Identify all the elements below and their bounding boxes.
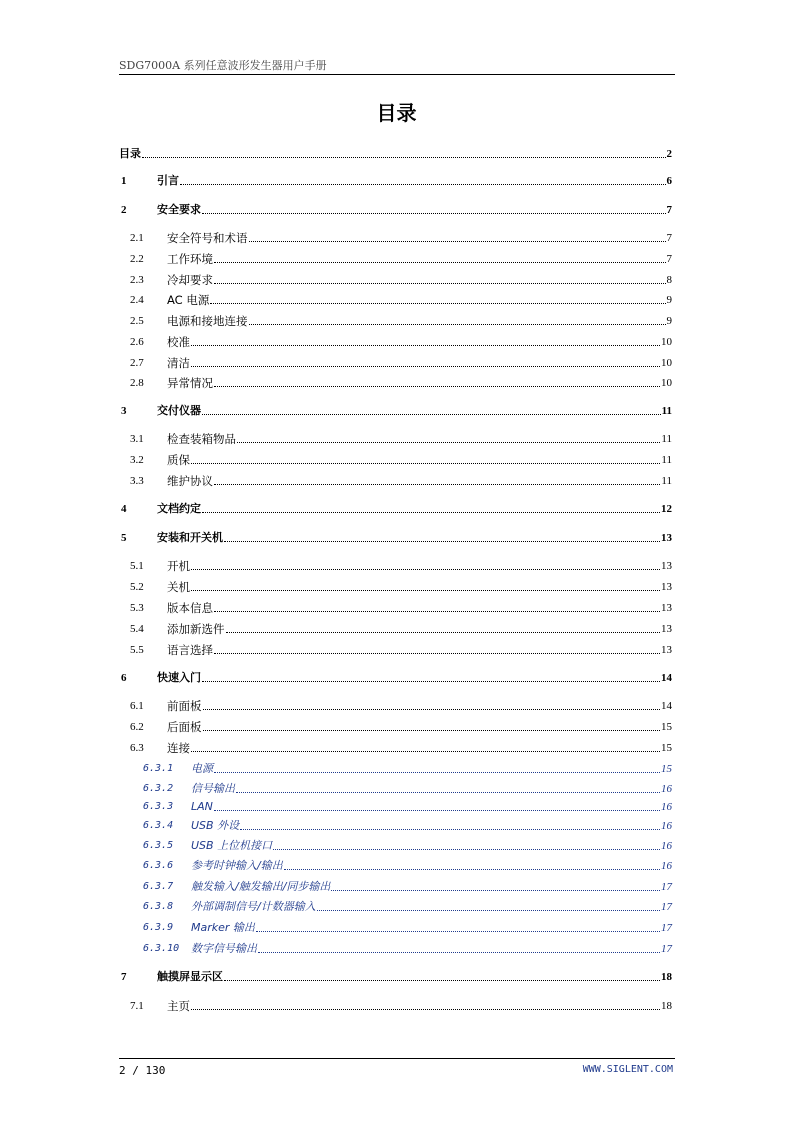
toc-entry-number: 6.3.1 <box>143 763 174 774</box>
toc-entry-number: 6.1 <box>130 700 144 712</box>
toc-entry-label: 电源 <box>191 762 213 775</box>
toc-entry-page: 10 <box>661 377 672 389</box>
toc-entry-label: 外部调制信号/计数器输入 <box>191 900 316 913</box>
toc-entry-label: 后面板 <box>167 720 202 734</box>
toc-entry-number: 5.5 <box>130 644 144 656</box>
toc-entry-page: 16 <box>661 820 672 832</box>
toc-leader-dots <box>191 1008 660 1010</box>
toc-entry-page: 16 <box>661 840 672 852</box>
toc-leader-dots <box>214 610 660 612</box>
toc-entry[interactable] <box>119 968 672 984</box>
toc-leader-dots <box>180 183 666 185</box>
toc-entry-page: 14 <box>661 700 672 712</box>
toc-entry[interactable] <box>119 817 672 833</box>
toc-entry-number: 1 <box>121 175 127 187</box>
toc-entry-label: 添加新选件 <box>167 622 225 636</box>
toc-entry-label: 清洁 <box>167 356 190 370</box>
toc-leader-dots <box>249 240 666 242</box>
toc-entry[interactable] <box>119 201 672 217</box>
toc-leader-dots <box>202 680 660 682</box>
toc-leader-dots <box>203 729 661 731</box>
toc-leader-dots <box>214 771 660 773</box>
toc-entry-number: 2 <box>121 204 127 216</box>
toc-leader-dots <box>202 511 660 513</box>
toc-entry[interactable] <box>119 599 672 615</box>
toc-entry-page: 10 <box>661 336 672 348</box>
toc-entry-number: 3.2 <box>130 454 144 466</box>
toc-leader-dots <box>191 568 660 570</box>
toc-entry-page: 6 <box>666 175 672 187</box>
toc-entry-label: 连接 <box>167 741 190 755</box>
toc-entry-label: 异常情况 <box>167 376 213 390</box>
toc-entry[interactable] <box>119 472 672 488</box>
toc-entry-label: 维护协议 <box>167 474 213 488</box>
toc-entry-page: 9 <box>666 315 672 327</box>
toc-entry-page: 12 <box>661 503 672 515</box>
toc-entry-page: 15 <box>661 763 672 775</box>
toc-entry-page: 11 <box>661 433 672 445</box>
toc-entry-label: 版本信息 <box>167 601 213 615</box>
page-number: 2 / 130 <box>119 1064 166 1077</box>
toc-leader-dots <box>226 631 661 633</box>
toc-entry-number: 3 <box>121 405 127 417</box>
toc-entry[interactable] <box>119 997 672 1013</box>
toc-leader-dots <box>331 889 660 891</box>
toc-leader-dots <box>191 750 660 752</box>
toc-entry-number: 6.3.4 <box>143 820 174 831</box>
toc-entry-number: 6.3.5 <box>143 840 174 851</box>
toc-entry[interactable] <box>119 291 672 307</box>
toc-entry[interactable] <box>119 312 672 328</box>
toc-entry-label: 工作环境 <box>167 252 213 266</box>
toc-entry-label: 电源和接地连接 <box>167 314 248 328</box>
toc-entry-label: 交付仪器 <box>157 404 201 417</box>
toc-entry-page: 15 <box>661 742 672 754</box>
toc-entry[interactable] <box>119 402 672 418</box>
toc-leader-dots <box>203 708 661 710</box>
toc-entry-label: 检查装箱物品 <box>167 432 236 446</box>
page-title: 目录 <box>376 101 417 125</box>
header-text: SDG7000A 系列任意波形发生器用户手册 <box>119 59 327 72</box>
toc-entry-label: 开机 <box>167 559 190 573</box>
toc-entry[interactable] <box>119 878 672 894</box>
toc-entry-label: 语言选择 <box>167 643 213 657</box>
toc-entry-label: AC 电源 <box>167 293 210 307</box>
toc-entry-number: 6.3.8 <box>143 901 174 912</box>
toc-leader-dots <box>191 462 660 464</box>
toc-entry-label: 信号输出 <box>191 782 235 795</box>
toc-entry-number: 2.4 <box>130 294 144 306</box>
toc-leader-dots <box>202 212 666 214</box>
toc-entry-page: 8 <box>666 274 672 286</box>
toc-entry-number: 2.1 <box>130 232 144 244</box>
toc-entry[interactable] <box>119 451 672 467</box>
toc-leader-dots <box>249 323 666 325</box>
toc-entry[interactable] <box>119 919 672 935</box>
toc-entry-page: 11 <box>661 454 672 466</box>
toc-entry-number: 3.3 <box>130 475 144 487</box>
toc-entry-label: 安全符号和术语 <box>167 231 248 245</box>
toc-entry-number: 5 <box>121 532 127 544</box>
toc-entry-label: USB 外设 <box>191 819 240 832</box>
toc-entry-number: 6.2 <box>130 721 144 733</box>
toc-leader-dots <box>237 441 660 443</box>
toc-entry[interactable] <box>119 250 672 266</box>
toc-entry[interactable] <box>119 857 672 873</box>
toc-entry[interactable] <box>119 529 672 545</box>
toc-entry-number: 6.3.2 <box>143 783 174 794</box>
toc-leader-dots <box>236 791 660 793</box>
toc-entry-number: 2.5 <box>130 315 144 327</box>
toc-entry-number: 6.3.10 <box>143 943 180 954</box>
toc-entry-number: 2.6 <box>130 336 144 348</box>
toc-entry-page: 13 <box>661 644 672 656</box>
toc-entry[interactable] <box>119 500 672 516</box>
toc-entry[interactable] <box>119 718 672 734</box>
toc-entry-number: 4 <box>121 503 127 515</box>
toc-entry[interactable] <box>119 837 672 853</box>
toc-entry-page: 13 <box>661 581 672 593</box>
toc-leader-dots <box>317 909 660 911</box>
toc-entry-page: 10 <box>661 357 672 369</box>
toc-entry-label: 触发输入/触发输出/同步输出 <box>191 880 331 893</box>
toc-entry[interactable] <box>119 898 672 914</box>
toc-entry-label: Marker 输出 <box>191 921 255 934</box>
website-link[interactable]: WWW.SIGLENT.COM <box>582 1064 673 1075</box>
toc-entry-page: 16 <box>661 783 672 795</box>
toc-entry[interactable] <box>119 145 672 161</box>
toc-entry[interactable] <box>119 620 672 636</box>
toc-entry-label: 安装和开关机 <box>157 531 223 544</box>
toc-leader-dots <box>214 483 660 485</box>
toc-leader-dots <box>224 979 660 981</box>
toc-entry-label: 触摸屏显示区 <box>157 970 223 983</box>
toc-leader-dots <box>191 589 660 591</box>
toc-entry-label: 前面板 <box>167 699 202 713</box>
toc-entry[interactable] <box>119 641 672 657</box>
toc-entry[interactable] <box>119 229 672 245</box>
toc-entry-number: 2.7 <box>130 357 144 369</box>
toc-leader-dots <box>191 365 660 367</box>
toc-entry-label: 快速入门 <box>157 671 201 684</box>
toc-entry[interactable] <box>119 578 672 594</box>
toc-entry-page: 18 <box>661 1000 672 1012</box>
toc-leader-dots <box>214 385 660 387</box>
toc-entry-number: 3.1 <box>130 433 144 445</box>
toc-entry[interactable] <box>119 739 672 755</box>
toc-entry-page: 17 <box>661 922 672 934</box>
toc-leader-dots <box>202 413 661 415</box>
toc-entry[interactable] <box>119 780 672 796</box>
page-header <box>119 56 675 75</box>
toc-entry-page: 13 <box>661 623 672 635</box>
toc-entry-label: 文档约定 <box>157 502 201 515</box>
toc-entry[interactable] <box>119 760 672 776</box>
toc-entry-number: 6.3.9 <box>143 922 174 933</box>
toc-entry-page: 7 <box>666 204 672 216</box>
toc-entry[interactable] <box>119 557 672 573</box>
toc-entry[interactable] <box>119 430 672 446</box>
toc-entry-label: 目录 <box>119 147 141 160</box>
toc-entry-label: USB 上位机接口 <box>191 839 273 852</box>
toc-entry-page: 7 <box>666 232 672 244</box>
toc-entry-page: 16 <box>661 801 672 813</box>
toc-entry-page: 16 <box>661 860 672 872</box>
toc-entry-page: 7 <box>666 253 672 265</box>
toc-entry-number: 5.2 <box>130 581 144 593</box>
toc-entry-number: 6 <box>121 672 127 684</box>
toc-entry-label: 参考时钟输入/输出 <box>191 859 283 872</box>
toc-entry-number: 7.1 <box>130 1000 144 1012</box>
toc-entry-page: 17 <box>661 901 672 913</box>
toc-entry-number: 6.3 <box>130 742 144 754</box>
toc-entry-number: 6.3.7 <box>143 881 174 892</box>
toc-entry-number: 2.3 <box>130 274 144 286</box>
toc-leader-dots <box>256 930 660 932</box>
toc-leader-dots <box>214 282 666 284</box>
toc-leader-dots <box>240 828 660 830</box>
toc-entry-label: 安全要求 <box>157 203 201 216</box>
toc-entry[interactable] <box>119 333 672 349</box>
toc-entry[interactable] <box>119 697 672 713</box>
toc-entry-number: 5.4 <box>130 623 144 635</box>
toc-entry-number: 2.2 <box>130 253 144 265</box>
toc-entry-page: 13 <box>661 602 672 614</box>
toc-entry-page: 15 <box>661 721 672 733</box>
toc-entry-label: 主页 <box>167 999 190 1013</box>
toc-entry[interactable] <box>119 271 672 287</box>
toc-entry-label: LAN <box>191 800 213 813</box>
toc-leader-dots <box>214 261 666 263</box>
toc-entry-number: 6.3.3 <box>143 801 174 812</box>
toc-entry-number: 2.8 <box>130 377 144 389</box>
toc-entry-page: 14 <box>661 672 672 684</box>
toc-entry-page: 18 <box>661 971 672 983</box>
toc-entry-page: 2 <box>666 148 672 160</box>
toc-entry-label: 冷却要求 <box>167 273 213 287</box>
toc-entry-label: 引言 <box>157 174 179 187</box>
toc-leader-dots <box>214 809 660 811</box>
toc-entry-label: 关机 <box>167 580 190 594</box>
toc-entry-page: 9 <box>666 294 672 306</box>
toc-entry[interactable] <box>119 374 672 390</box>
toc-entry-page: 13 <box>661 560 672 572</box>
toc-entry-page: 17 <box>661 943 672 955</box>
toc-entry-number: 5.3 <box>130 602 144 614</box>
toc-entry-number: 5.1 <box>130 560 144 572</box>
toc-leader-dots <box>258 951 660 953</box>
toc-leader-dots <box>214 652 660 654</box>
toc-entry[interactable] <box>119 798 672 814</box>
toc-leader-dots <box>273 848 660 850</box>
page-footer <box>119 1058 675 1077</box>
toc-leader-dots <box>210 302 665 304</box>
toc-leader-dots <box>284 868 660 870</box>
toc-entry-number: 7 <box>121 971 127 983</box>
toc-entry-label: 质保 <box>167 453 190 467</box>
toc-entry-page: 13 <box>661 532 672 544</box>
toc-leader-dots <box>191 344 660 346</box>
toc-entry[interactable] <box>119 669 672 685</box>
toc-entry[interactable] <box>119 354 672 370</box>
toc-entry-number: 6.3.6 <box>143 860 174 871</box>
toc-leader-dots <box>224 540 660 542</box>
toc-leader-dots <box>142 156 666 158</box>
toc-entry-page: 11 <box>661 475 672 487</box>
toc-entry-label: 校准 <box>167 335 190 349</box>
toc-entry[interactable] <box>119 940 672 956</box>
toc-entry[interactable] <box>119 172 672 188</box>
toc-entry-page: 11 <box>661 405 672 417</box>
toc-entry-page: 17 <box>661 881 672 893</box>
toc-entry-label: 数字信号输出 <box>191 942 257 955</box>
